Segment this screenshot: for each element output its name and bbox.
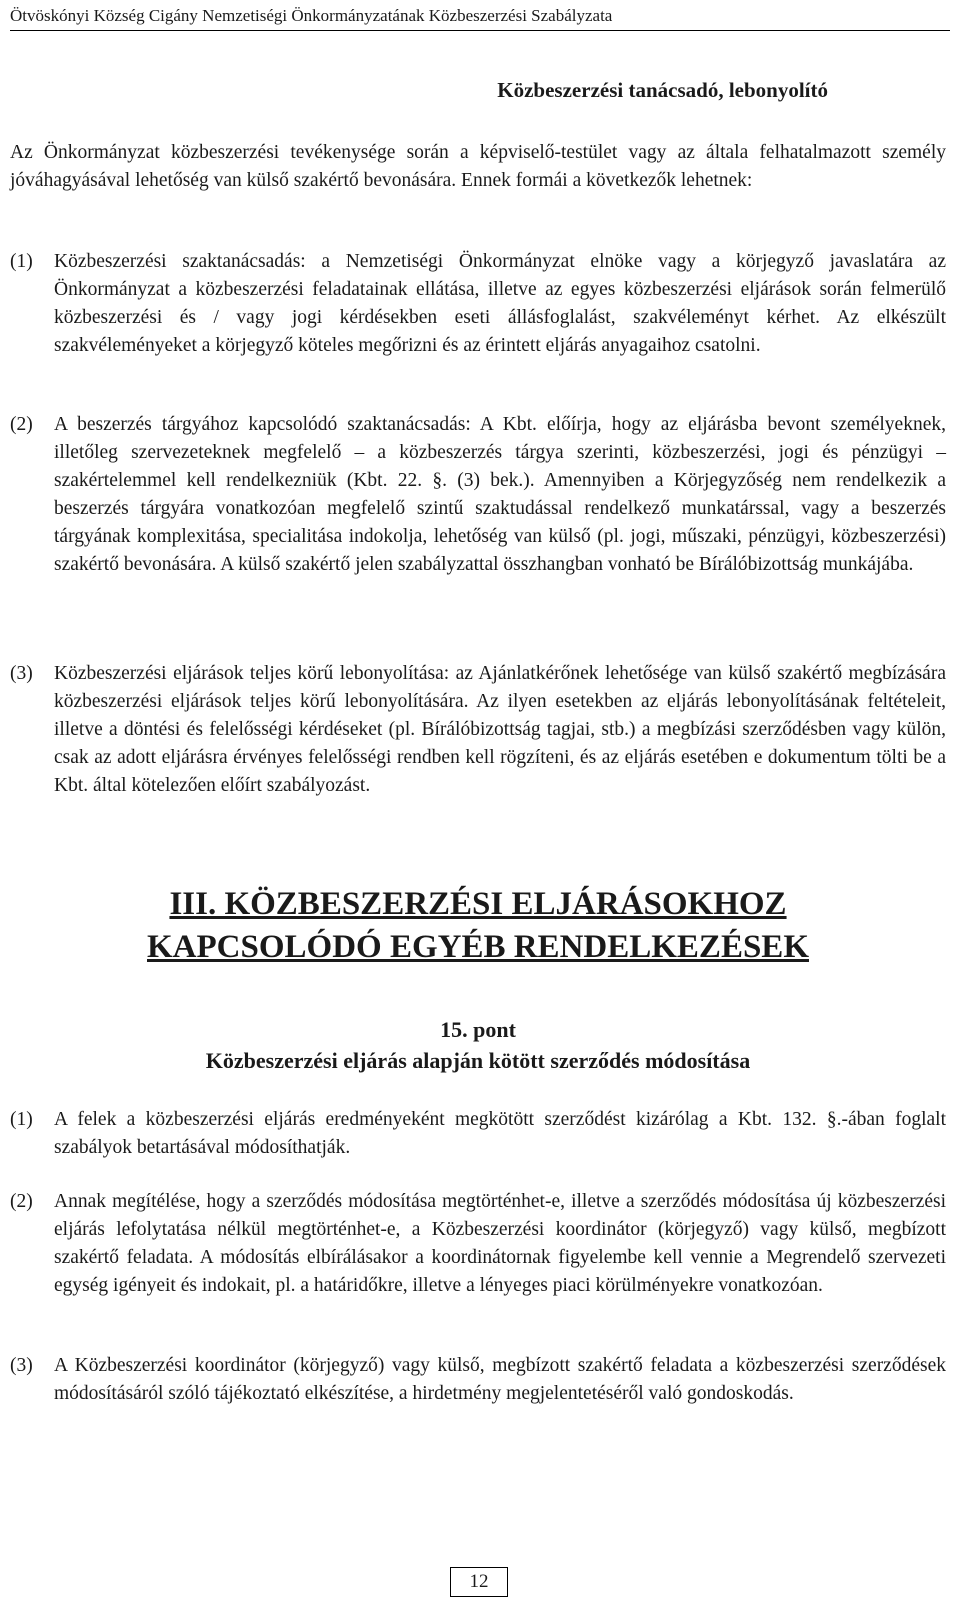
paragraph-number: (3) xyxy=(10,663,33,684)
section-heading-text: Közbeszerzési tanácsadó, lebonyolító xyxy=(497,78,828,102)
paragraph-text: Közbeszerzési szaktanácsadás: a Nemzetiségi Önkormányzat elnöke vagy a körjegyző javaslatára az Önkormányzat a közbeszerzési feladatainak ellátása, illetve az egyes közbeszerzési eljárások során felmerülő közbeszerzési és / vagy jogi kérdésekben eseti állásfoglalást, szakvéleményt kérhet. Az elkészült szakvéleményeket a körjegyző köteles megőrizni és az érintett eljárás anyagaihoz csatolni. xyxy=(54,251,946,356)
paragraph-number: (2) xyxy=(10,1191,33,1212)
paragraph-number: (1) xyxy=(10,1109,33,1130)
paragraph-text: A Közbeszerzési koordinátor (körjegyző) vagy külső, megbízott szakértő feladata a közbeszerzési szerződések módosításáról szóló tájékoztató elkészítése, a hirdetmény megjelentetéséről való gondoskodás. xyxy=(54,1355,946,1404)
paragraph-number: (2) xyxy=(10,414,33,435)
running-header: Ötvöskónyi Község Cigány Nemzetiségi Önkormányzatának Közbeszerzési Szabályzata xyxy=(10,6,950,31)
paragraph-5 xyxy=(10,1188,946,1300)
paragraph-1 xyxy=(10,248,946,360)
chapter-title-line1: III. KÖZBESZERZÉSI ELJÁRÁSOKHOZ xyxy=(169,886,787,922)
page-number: 12 xyxy=(450,1567,508,1597)
paragraph-text: Közbeszerzési eljárások teljes körű lebonyolítása: az Ajánlatkérőnek lehetősége van külső szakértő megbízására közbeszerzési eljárások teljes körű lebonyolítására. Az ilyen esetekben az eljárás lebonyolításának feltételeit, illetve a döntési és felelősségi kérdéseket (pl. Bírálóbizottság tagjai, stb.) a megbízási szerződésben vagy külön, csak az adott eljárásra érvényes felelősségi rendben kell rögzíteni, és az eljárás esetében e dokumentum tölti be a Kbt. által kötelezően előírt szabályozást. xyxy=(54,663,946,796)
paragraph-4 xyxy=(10,1106,946,1162)
paragraph-number: (3) xyxy=(10,1355,33,1376)
point-heading xyxy=(10,1014,946,1076)
paragraph-text: A felek a közbeszerzési eljárás eredményeként megkötött szerződést kizárólag a Kbt. 132. §.-ában foglalt szabályok betartásával módosíthatják. xyxy=(54,1109,946,1158)
point-title: Közbeszerzési eljárás alapján kötött szerződés módosítása xyxy=(205,1048,751,1073)
paragraph-number: (1) xyxy=(10,251,33,272)
paragraph-text: A beszerzés tárgyához kapcsolódó szaktanácsadás: A Kbt. előírja, hogy az eljárásba bevont személyeknek, illetőleg szervezeteknek megfelelő – a közbeszerzés tárgya szerinti, közbeszerzési, jogi és pénzügyi – szakértelemmel kell rendelkezniük (Kbt. 22. §. (3) bek.). Amennyiben a Körjegyzőség nem rendelkezik a beszerzés tárgyára vonatkozóan megfelelő szintű szaktudással rendelkező munkatárssal, vagy a beszerzés tárgyának komplexitása, specialitása indokolja, lehetőség van külső (pl. jogi, műszaki, pénzügyi, közbeszerzési) szakértő bevonására. A külső szakértő jelen szabályzattal összhangban vonható be Bírálóbizottság munkájába. xyxy=(54,414,946,575)
section-heading xyxy=(10,76,946,104)
paragraph-text: Annak megítélése, hogy a szerződés módosítása megtörténhet-e, illetve a szerződés módosítása új közbeszerzési eljárás lefolytatása nélkül megtörténhet-e, a Közbeszerzési koordinátor (körjegyző) vagy külső, megbízott szakértő feladata. A módosítás elbírálásakor a koordinátornak figyelembe kell vennie a Megrendelő szervezeti egység igényeit és indokait, pl. a határidőkre, illetve a lényeges piaci körülményekre vonatkozóan. xyxy=(54,1191,946,1296)
chapter-title-line2: KAPCSOLÓDÓ EGYÉB RENDELKEZÉSEK xyxy=(147,929,809,965)
intro-text: Az Önkormányzat közbeszerzési tevékenysége során a képviselő-testület vagy az általa felhatalmazott személy jóváhagyásával lehetőség van külső szakértő bevonására. Ennek formái a következők lehetnek: xyxy=(10,142,946,191)
paragraph-2 xyxy=(10,411,946,579)
chapter-title xyxy=(10,883,946,969)
paragraph-3 xyxy=(10,660,946,800)
intro-paragraph xyxy=(10,139,946,195)
point-number: 15. pont xyxy=(440,1017,516,1042)
paragraph-6 xyxy=(10,1352,946,1408)
